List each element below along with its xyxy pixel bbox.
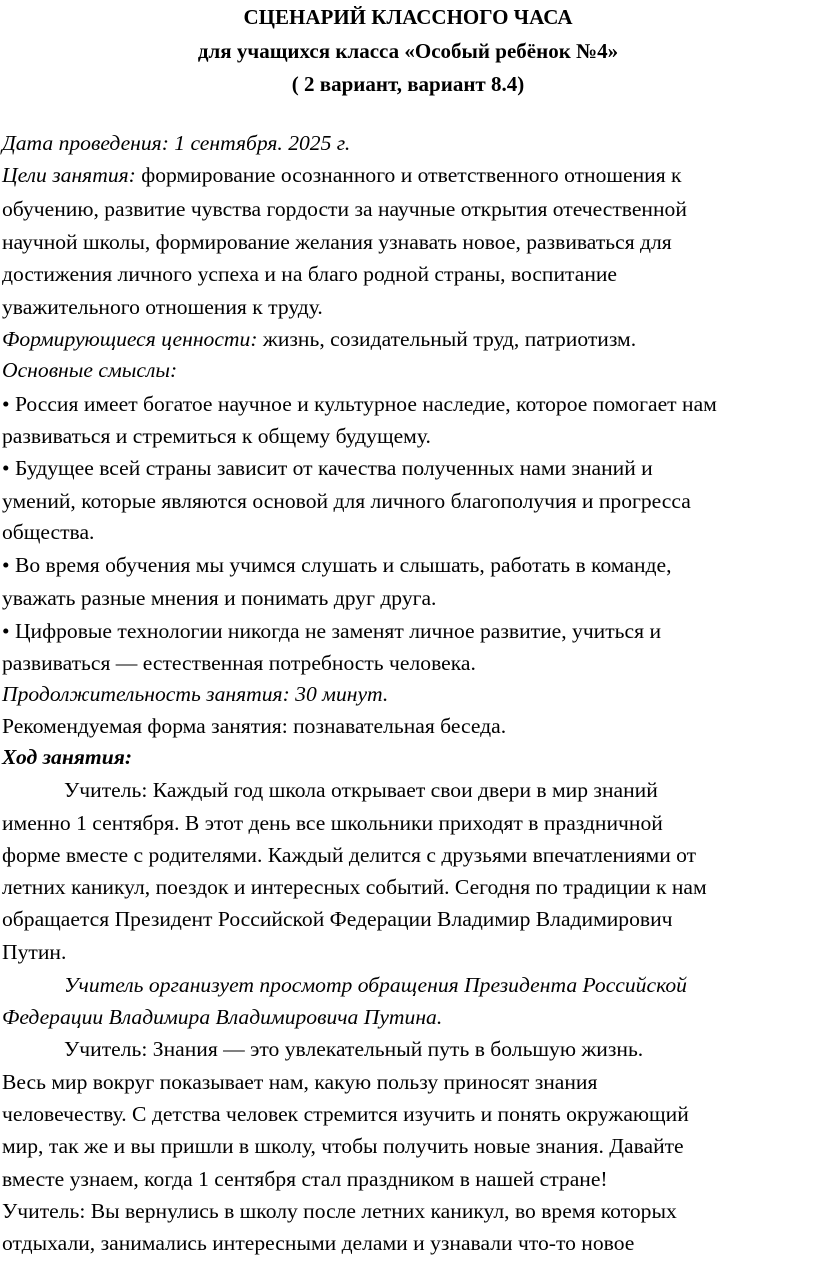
document-title: СЦЕНАРИЙ КЛАССНОГО ЧАСА [243,5,573,29]
values-text: жизнь, созидательный труд, патриотизм. [257,327,637,351]
document-subtitle: для учащихся класса «Особый ребёнок №4» [197,39,619,63]
course-note-line: Учитель организует просмотр обращения Президента Российской [64,973,687,997]
course-p1-line: Учитель: Каждый год школа открывает свои двери в мир знаний [64,778,658,802]
form-line: Рекомендуемая форма занятия: познавательная беседа. [2,714,507,738]
values-label: Формирующиеся ценности: [2,327,258,351]
course-p2-line: Весь мир вокруг показывает нам, какую пользу приносят знания [2,1070,598,1094]
meanings-line: уважать разные мнения и понимать друг друга. [2,586,437,610]
values-line [2,324,636,354]
meanings-line: развиваться и стремиться к общему будущему. [2,424,431,448]
course-note-line: Федерации Владимира Владимировича Путина. [2,1005,443,1029]
goals-line-1 [2,160,682,190]
meanings-line: умений, которые являются основой для личного благополучия и прогресса [2,489,691,513]
goals-line-3: научной школы, формирование желания узнавать новое, развиваться для [2,230,672,254]
course-p1-line: именно 1 сентября. В этот день все школьники приходят в праздничной [2,811,663,835]
course-p1-line: обращается Президент Российской Федерации Владимир Владимирович [2,907,673,931]
course-p2-line: мир, так же и вы пришли в школу, чтобы получить новые знания. Давайте [2,1134,684,1158]
goals-line-2: обучению, развитие чувства гордости за научные открытия отечественной [2,197,687,221]
meanings-line: развиваться — естественная потребность человека. [2,651,476,675]
meanings-line: общества. [2,520,95,544]
goals-label: Цели занятия: [2,163,136,187]
course-p1-line: Путин. [2,940,67,964]
document-variant: ( 2 вариант, вариант 8.4) [291,72,525,96]
course-p1-line: летних каникул, поездок и интересных событий. Сегодня по традиции к нам [2,875,707,899]
goals-line-5: уважительного отношения к труду. [2,295,323,319]
goals-line-4: достижения личного успеха и на благо родной страны, воспитание [2,262,618,286]
meanings-line: • Цифровые технологии никогда не заменят личное развитие, учиться и [2,619,661,643]
course-p2-line: Учитель: Знания — это увлекательный путь в большую жизнь. [64,1037,644,1061]
course-heading: Ход занятия: [2,745,133,769]
meanings-line: • Во время обучения мы учимся слушать и слышать, работать в команде, [2,553,672,577]
meanings-line: • Россия имеет богатое научное и культурное наследие, которое помогает нам [2,392,717,416]
date-line: Дата проведения: 1 сентября. 2025 г. [2,131,351,155]
meanings-label: Основные смыслы: [2,358,178,382]
course-p2-line: вместе узнаем, когда 1 сентября стал праздником в нашей стране! [2,1167,608,1191]
duration-line: Продолжительность занятия: 30 минут. [2,682,389,706]
goals-text-1: формирование осознанного и ответственного отношения к [135,163,682,187]
meanings-line: • Будущее всей страны зависит от качества полученных нами знаний и [2,456,653,480]
course-p2-line: отдыхали, занимались интересными делами и узнавали что-то новое [2,1231,635,1255]
course-p1-line: форме вместе с родителями. Каждый делится с друзьями впечатлениями от [2,843,697,867]
course-p2-line: Учитель: Вы вернулись в школу после летних каникул, во время которых [2,1199,677,1223]
course-p2-line: человечеству. С детства человек стремится изучить и понять окружающий [2,1102,689,1126]
